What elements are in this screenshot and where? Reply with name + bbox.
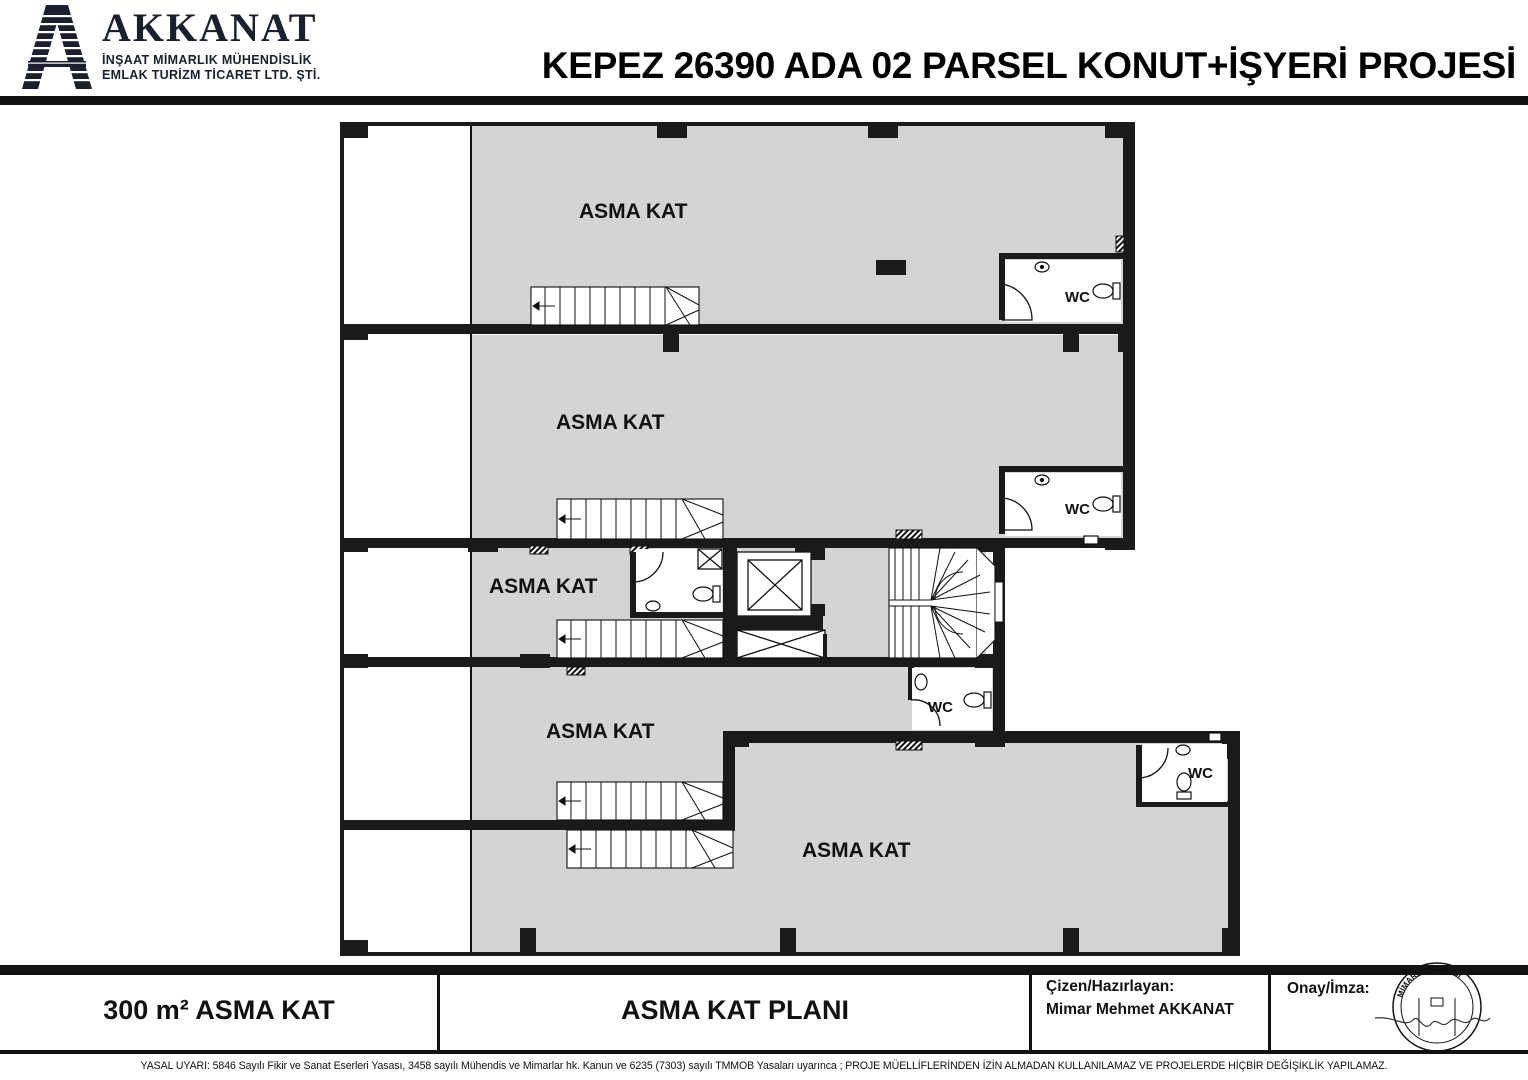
spiral-stair: [889, 548, 995, 658]
wc-label-1: WC: [1065, 289, 1090, 306]
project-title: KEPEZ 26390 ADA 02 PARSEL KONUT+İŞYERİ PROJESİ: [541, 45, 1516, 86]
company-logo-icon: [22, 5, 92, 89]
room-label-1: ASMA KAT: [579, 200, 688, 223]
title-block-bottom-rule: [0, 1050, 1528, 1054]
company-line-1: İNŞAAT MİMARLIK MÜHENDİSLİK: [102, 53, 312, 67]
floor-plan: [0, 106, 1528, 964]
plan-name: ASMA KAT PLANI: [621, 995, 849, 1025]
room-label-3: ASMA KAT: [489, 575, 598, 598]
svg-text:MİMARLAR ODASI: [1395, 964, 1463, 999]
company-name: AKKANAT: [102, 5, 318, 50]
room-label-2: ASMA KAT: [556, 411, 665, 434]
room-label-4: ASMA KAT: [546, 720, 655, 743]
approval-label: Onay/İmza:: [1287, 980, 1370, 997]
room-label-5: ASMA KAT: [802, 839, 911, 862]
company-line-2: EMLAK TURİZM TİCARET LTD. ŞTİ.: [102, 68, 321, 82]
title-block-top-rule: [0, 965, 1528, 975]
wc-label-2: WC: [1065, 501, 1090, 518]
wc-label-4: WC: [1188, 765, 1213, 782]
chamber-stamp-icon: [1375, 958, 1495, 1056]
title-block-divider-3: [1268, 975, 1271, 1050]
prepared-by-label: Çizen/Hazırlayan:: [1046, 978, 1175, 995]
wc-label-3: WC: [928, 699, 953, 716]
area-label: 300 m² ASMA KAT: [103, 995, 335, 1025]
stamp-text: MİMARLAR ODASI: [1395, 963, 1464, 999]
prepared-by-name: Mimar Mehmet AKKANAT: [1046, 1001, 1234, 1018]
legal-warning: YASAL UYARI: 5846 Sayılı Fikir ve Sanat Eserleri Yasası, 3458 sayılı Mühendis ve Mimarlar hk. Kanun ve 6235 (7303) sayılı TMMOB Yasaları uyarınca ; PROJE MÜELLİFLERİNDEN İZİN ALMADAN KULLANILAMAZ VE PROJELERDE HİÇBİR DEĞİŞİKLİK YAPILAMAZ.: [140, 1060, 1388, 1072]
title-block-divider-2: [1029, 975, 1032, 1050]
header-divider: [0, 96, 1528, 105]
